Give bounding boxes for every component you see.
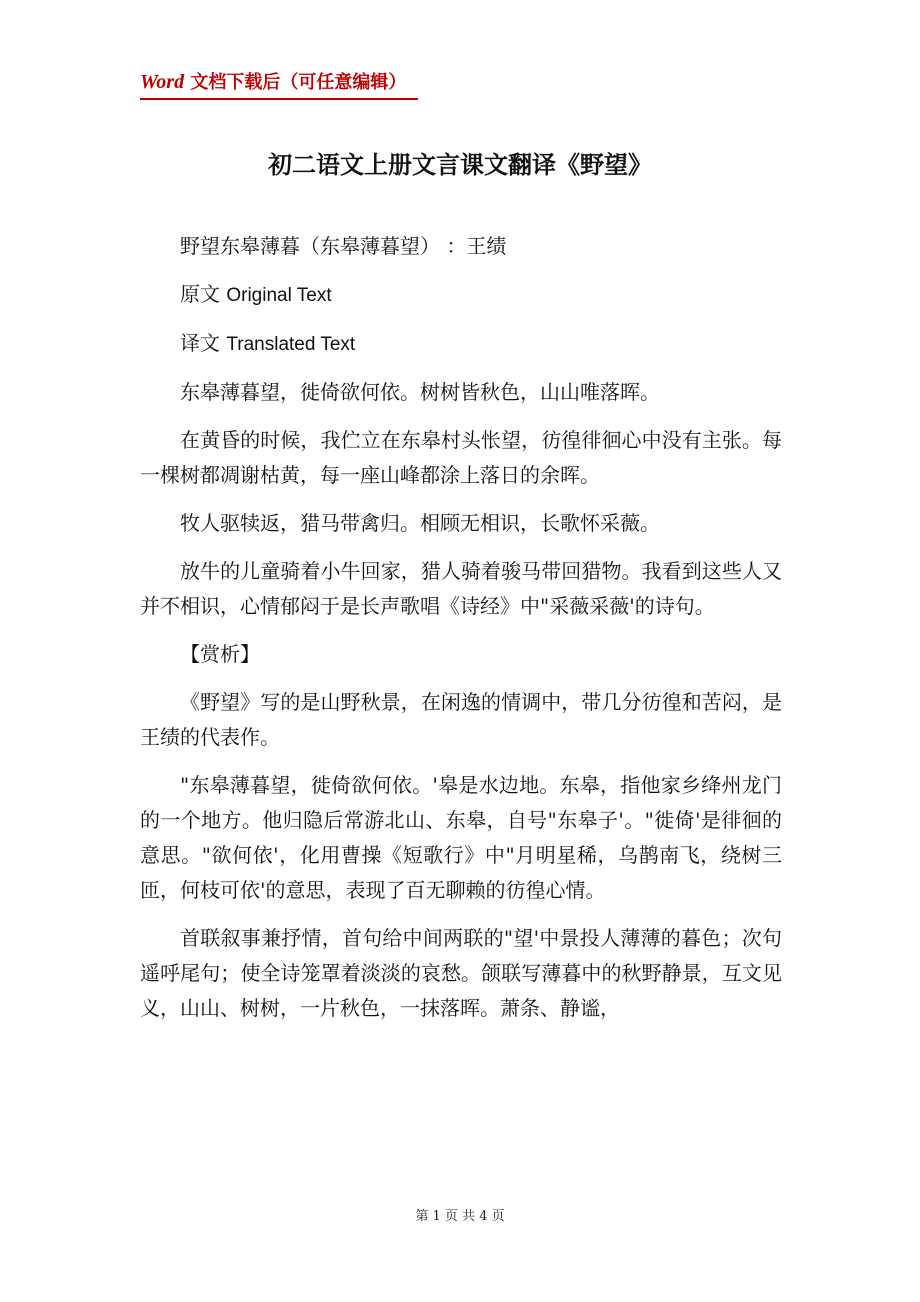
poem-lines-2: 牧人驱犊返，猎马带禽归。相顾无相识，长歌怀采薇。: [180, 511, 660, 535]
header-text: 文档下载后（可任意编辑）: [184, 72, 407, 93]
appreciation-paragraph-3: 首联叙事兼抒情，首句给中间两联的"望'中景投人薄薄的暮色；次句遥呼尾句；使全诗笼罩着淡淡的哀愁。颌联写薄暮中的秋野静景，互文见义，山山、树树，一片秋色，一抹落晖。萧条、静谧，: [140, 926, 782, 1020]
download-header: [140, 66, 418, 100]
poem-heading: 野望东皋薄暮（东皋薄暮望） ：王绩: [180, 234, 507, 258]
translation-1: 在黄昏的时候，我伫立在东皋村头怅望，彷徨徘徊心中没有主张。每一棵树都凋谢枯黄，每一座山峰都涂上落日的余晖。: [140, 428, 782, 487]
page-number: 第 1 页 共 4 页: [415, 1209, 505, 1224]
appreciation-paragraph-2: "东皋薄暮望，徙倚欲何依。'皋是水边地。东皋，指他家乡绛州龙门的一个地方。他归隐后常游北山、东皋，自号"东皋子'。"徙倚'是徘徊的意思。"欲何依'，化用曹操《短歌行》中"月明星稀，乌鹊南飞，绕树三匝，何枝可依'的意思，表现了百无聊赖的彷徨心情。: [140, 773, 782, 902]
appreciation-heading: 【赏析】: [180, 642, 260, 666]
document-title: 初二语文上册文言课文翻译《野望》: [268, 150, 652, 179]
header-word: Word: [140, 71, 185, 93]
document-body: [140, 229, 782, 1039]
appreciation-paragraph-1: 《野望》写的是山野秋景，在闲逸的情调中，带几分彷徨和苦闷，是王绩的代表作。: [140, 690, 782, 749]
poem-lines-1: 东皋薄暮望，徙倚欲何依。树树皆秋色，山山唯落晖。: [180, 380, 660, 404]
original-text-label: 原文 Original Text: [180, 282, 332, 306]
translation-2: 放牛的儿童骑着小牛回家，猎人骑着骏马带回猎物。我看到这些人又并不相识，心情郁闷于是长声歌唱《诗经》中"采薇采薇'的诗句。: [140, 559, 782, 618]
translated-text-label: 译文 Translated Text: [180, 331, 356, 355]
